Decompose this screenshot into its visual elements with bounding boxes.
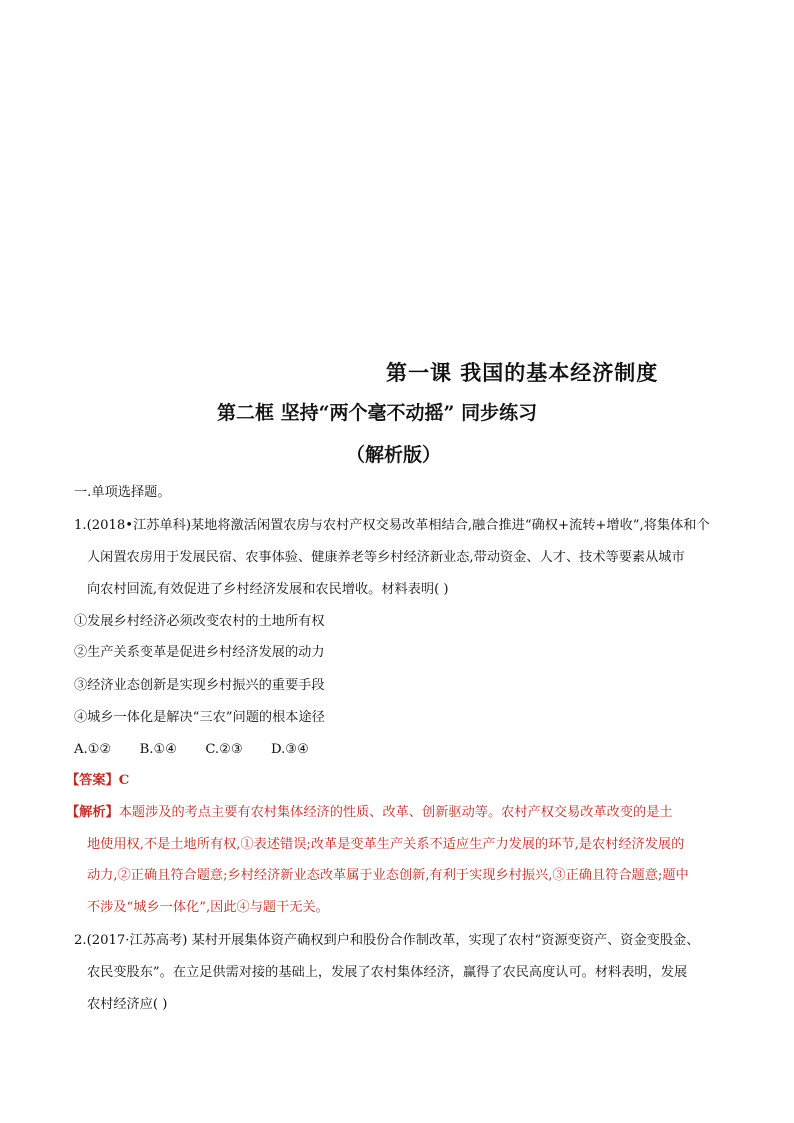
- section-heading: 一.单项选择题。: [74, 485, 171, 500]
- q1-statement-1: ①发展乡村经济必须改变农村的土地所有权: [74, 614, 325, 629]
- q1-analysis-line-1: [66, 804, 673, 822]
- q1-option-d: D.③④: [270, 742, 309, 757]
- analysis-tag: 【解析】: [66, 805, 119, 820]
- q1-analysis-line-2: 地使用权,不是土地所有权,①表述错误;改革是变革生产关系不适应生产力发展的环节,是农村经济发展的: [87, 837, 685, 852]
- answer-value: C: [118, 773, 130, 788]
- version-label: （解析版）: [346, 444, 442, 466]
- q1-option-b: B.①④: [139, 742, 178, 757]
- analysis-text-1: 本题涉及的考点主要有农村集体经济的性质、改革、创新驱动等。农村产权交易改革改变的是土: [118, 805, 673, 820]
- q2-stem-line-1: 2.(2017·江苏高考) 某村开展集体资产确权到户和股份合作制改革，实现了农村“资源变资产、资金变股金、: [74, 933, 700, 948]
- q1-options: [74, 741, 333, 759]
- q1-analysis-line-4: 不涉及“城乡一体化”,因此④与题干无关。: [87, 900, 329, 915]
- answer-tag: 【答案】: [66, 773, 119, 788]
- q2-stem-line-3: 农村经济应( ): [87, 997, 168, 1012]
- q2-stem-line-2: 农民变股东”。在立足供需对接的基础上，发展了农村集体经济，赢得了农民高度认可。材料表明，发展: [87, 965, 688, 980]
- q1-stem-line-2: 人闲置农房用于发展民宿、农事体验、健康养老等乡村经济新业态,带动资金、人才、技术等要素从城市: [87, 550, 685, 565]
- lesson-title: 第一课 我国的基本经济制度: [386, 360, 659, 385]
- q1-statement-3: ③经济业态创新是实现乡村振兴的重要手段: [74, 678, 325, 693]
- q1-statement-4: ④城乡一体化是解决“三农”问题的根本途径: [74, 710, 325, 725]
- q1-analysis-line-3: 动力,②正确且符合题意;乡村经济新业态改革属于业态创新,有利于实现乡村振兴,③正确且符合题意;题中: [87, 868, 689, 883]
- q1-stem-line-3: 向农村回流,有效促进了乡村经济发展和农民增收。材料表明( ): [87, 582, 449, 597]
- q1-statement-2: ②生产关系变革是促进乡村经济发展的动力: [74, 645, 325, 660]
- q1-stem-line-1: 1.(2018•江苏单科)某地将激活闲置农房与农村产权交易改革相结合,融合推进“确权+流转+增收”,将集体和个: [74, 518, 710, 533]
- q1-option-c: C.②③: [205, 742, 243, 757]
- q1-option-a: A.①②: [74, 742, 112, 757]
- section-title: 第二框 坚持“两个毫不动摇” 同步练习: [217, 402, 538, 424]
- q1-answer: [66, 772, 129, 790]
